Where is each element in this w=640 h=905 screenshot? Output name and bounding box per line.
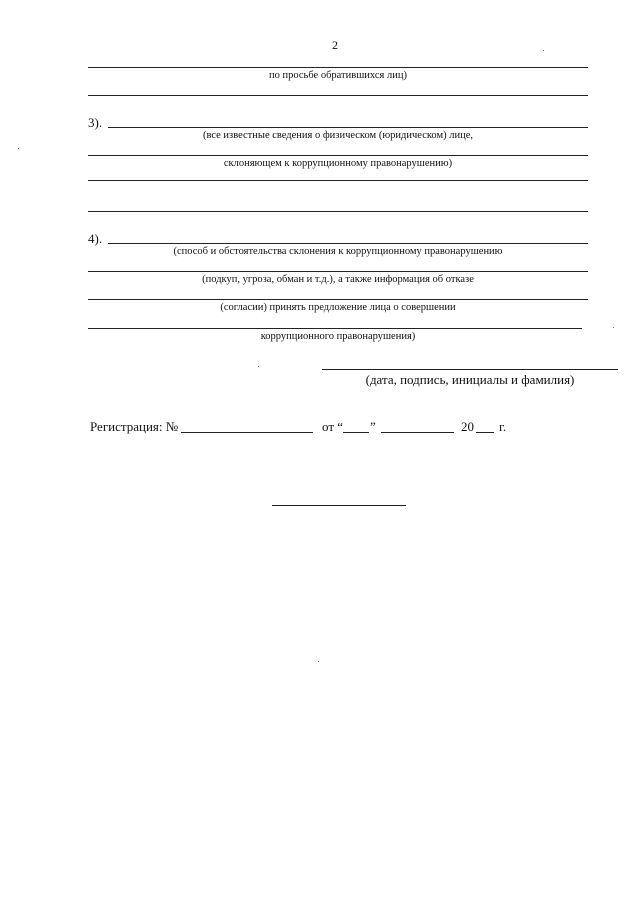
registration-label: Регистрация: № bbox=[90, 419, 179, 434]
item-number-3: 3). bbox=[88, 115, 103, 130]
signature-line bbox=[322, 369, 618, 370]
scan-speck bbox=[318, 661, 319, 662]
registration-year-suffix: г. bbox=[499, 419, 507, 434]
fill-line bbox=[88, 271, 588, 272]
fill-line bbox=[88, 67, 588, 68]
caption-offense: коррупционного правонарушения) bbox=[260, 331, 416, 342]
caption-inducing-person: склоняющем к коррупционному правонарушению) bbox=[223, 158, 453, 169]
caption-person-info: (все известные сведения о физическом (юридическом) лице, bbox=[202, 130, 474, 141]
registration-quote-close: ” bbox=[370, 419, 376, 434]
registration-from-label: от “ bbox=[322, 419, 344, 434]
caption-consent: (согласии) принять предложение лица о совершении bbox=[220, 302, 456, 313]
scan-speck bbox=[613, 327, 614, 328]
caption-on-behalf: по просьбе обратившихся лиц) bbox=[269, 70, 407, 81]
scan-speck bbox=[543, 50, 544, 51]
caption-method: (способ и обстоятельства склонения к коррупционному правонарушению bbox=[173, 246, 503, 257]
fill-line bbox=[88, 211, 588, 212]
scan-speck bbox=[18, 148, 19, 149]
fill-line bbox=[108, 243, 588, 244]
item-number-4: 4). bbox=[88, 231, 103, 246]
fill-line bbox=[88, 95, 588, 96]
fill-line bbox=[88, 155, 588, 156]
scan-speck bbox=[258, 366, 259, 367]
fill-line bbox=[88, 180, 588, 181]
caption-bribery-refusal: (подкуп, угроза, обман и т.д.), а также информация об отказе bbox=[202, 274, 474, 285]
page-number: 2 bbox=[332, 38, 338, 52]
registration-year-line bbox=[476, 432, 494, 433]
fill-line bbox=[88, 299, 588, 300]
closing-line bbox=[272, 505, 406, 506]
registration-number-line bbox=[181, 432, 313, 433]
registration-day-line bbox=[343, 432, 369, 433]
fill-line bbox=[108, 127, 588, 128]
signature-caption: (дата, подпись, инициалы и фамилия) bbox=[365, 372, 575, 387]
registration-month-line bbox=[381, 432, 454, 433]
fill-line bbox=[88, 328, 582, 329]
registration-year-prefix: 20 bbox=[461, 419, 474, 434]
